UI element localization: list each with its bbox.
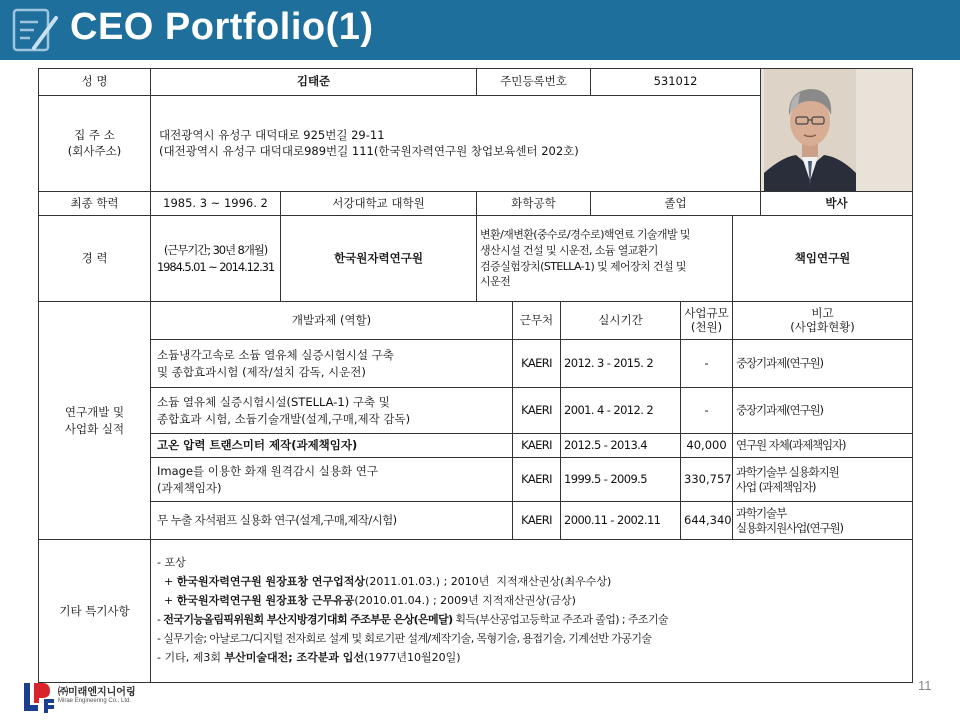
rnd-org: KAERI [513,388,561,434]
other-line: - 기타, 제3회 부산미술대전; 조각분과 입선(1977년10월20일) [157,650,461,664]
rnd-project: 소듐냉각고속로 소듐 열유체 실증시험시설 구축 및 종합효과시험 (제작/설치 감독, 시운전) [151,340,513,388]
other-line: + 한국원자력연구원 원장표창 근무유공(2010.01.04.) ; 2009년 지적재산권상(금상) [157,594,576,608]
table-row [39,502,913,540]
other-line: - 실무기술; 아날로그/디지털 전자회로 설계 및 회로기판 설계/제작기술, 목형기술, 용접기술, 기계선반 가공기술 [157,631,652,645]
rnd-period: 2012. 3 - 2015. 2 [561,340,681,388]
name-value: 김태준 [151,69,477,96]
rnd-period: 2012.5 - 2013.4 [561,434,681,458]
career-description: 변환/재변환(중수로/경수로)핵연료 기술개발 및 생산시설 건설 및 시운전, 소듐 열교환기 검증실험장치(STELLA-1) 및 제어장치 건설 및 시운전 [477,216,733,302]
portrait-photo [761,69,913,192]
education-period: 1985. 3 ~ 1996. 2 [151,192,281,216]
rnd-header-org: 근무처 [513,302,561,340]
rnd-header-period: 실시기간 [561,302,681,340]
table-row [39,388,913,434]
education-degree: 박사 [761,192,913,216]
rnd-scale: - [681,388,733,434]
row-name [39,69,913,96]
id-label: 주민등록번호 [477,69,591,96]
portrait-image [764,69,856,191]
row-career [39,216,913,302]
rnd-period: 1999.5 - 2009.5 [561,458,681,502]
other-content [151,540,913,683]
rnd-org: KAERI [513,458,561,502]
rnd-header-scale: 사업규모 (천원) [681,302,733,340]
id-value: 531012 [591,69,761,96]
rnd-label: 연구개발 및 사업화 실적 [39,302,151,540]
rnd-scale: 330,757 [681,458,733,502]
rnd-project: 고온 압력 트랜스미터 제작(과제책임자) [151,434,513,458]
rnd-note: 중장기과제(연구원) [733,340,913,388]
address-value: 대전광역시 유성구 대덕대로 925번길 29-11 (대전광역시 유성구 대덕대로989번길 111(한국원자력연구원 창업보육센터 202호) [151,95,761,191]
company-logo-icon [22,681,56,715]
rnd-org: KAERI [513,434,561,458]
header-bar [0,0,960,60]
career-label: 경 력 [39,216,151,302]
rnd-note: 연구원 자체(과제책임자) [733,434,913,458]
other-line: + 한국원자력연구원 원장표창 연구업적상(2011.01.03.) ; 2010년 지적재산권상(최우수상) [157,575,612,589]
rnd-scale: 40,000 [681,434,733,458]
rnd-note: 과학기술부 실용화지원 사업 (과제책임자) [733,458,913,502]
rnd-header-note: 비고 (사업화현황) [733,302,913,340]
address-label: 집 주 소 (회사주소) [39,95,151,191]
career-period: (근무기간; 30년 8개월) 1984.5.01 ~ 2014.12.31 [151,216,281,302]
other-line: - 포상 [157,556,186,570]
name-label: 성 명 [39,69,151,96]
page-number: 11 [918,678,932,693]
row-other [39,540,913,683]
rnd-org: KAERI [513,340,561,388]
other-line: - 전국기능올림픽위원회 부산지방경기대회 주조부문 은상(은메달) 획득(부산공업고등학교 주조과 졸업) ; 주조기술 [157,613,668,626]
row-education [39,192,913,216]
page-title: CEO Portfolio(1) [70,6,374,48]
other-label: 기타 특기사항 [39,540,151,683]
education-school: 서강대학교 대학원 [281,192,477,216]
table-row [39,458,913,502]
career-org: 한국원자력연구원 [281,216,477,302]
company-name: ㈜미래엔지니어링 [58,687,136,698]
rnd-note: 과학기술부 실용화지원사업(연구원) [733,502,913,540]
rnd-project: Image를 이용한 화재 원격감시 실용화 연구 (과제책임자) [151,458,513,502]
career-position: 책임연구원 [733,216,913,302]
rnd-scale: 644,340 [681,502,733,540]
rnd-project: 소듐 열유체 실증시험시설(STELLA-1) 구축 및 종합효과 시험, 소듐기술개발(설계,구매,제작 감독) [151,388,513,434]
table-row [39,434,913,458]
rnd-org: KAERI [513,502,561,540]
table-row [39,340,913,388]
education-status: 졸업 [591,192,761,216]
education-major: 화학공학 [477,192,591,216]
company-name-en: Mirae Engineering Co., Ltd. [58,698,132,704]
rnd-scale: - [681,340,733,388]
rnd-note: 중장기과제(연구원) [733,388,913,434]
rnd-header-row [39,302,913,340]
rnd-project: 무 누출 자석펌프 실용화 연구(설계,구매,제작/시험) [151,502,513,540]
rnd-header-project: 개발과제 (역할) [151,302,513,340]
profile-table [38,68,913,683]
rnd-period: 2001. 4 - 2012. 2 [561,388,681,434]
notepad-icon [4,4,60,56]
rnd-period: 2000.11 - 2002.11 [561,502,681,540]
education-label: 최종 학력 [39,192,151,216]
